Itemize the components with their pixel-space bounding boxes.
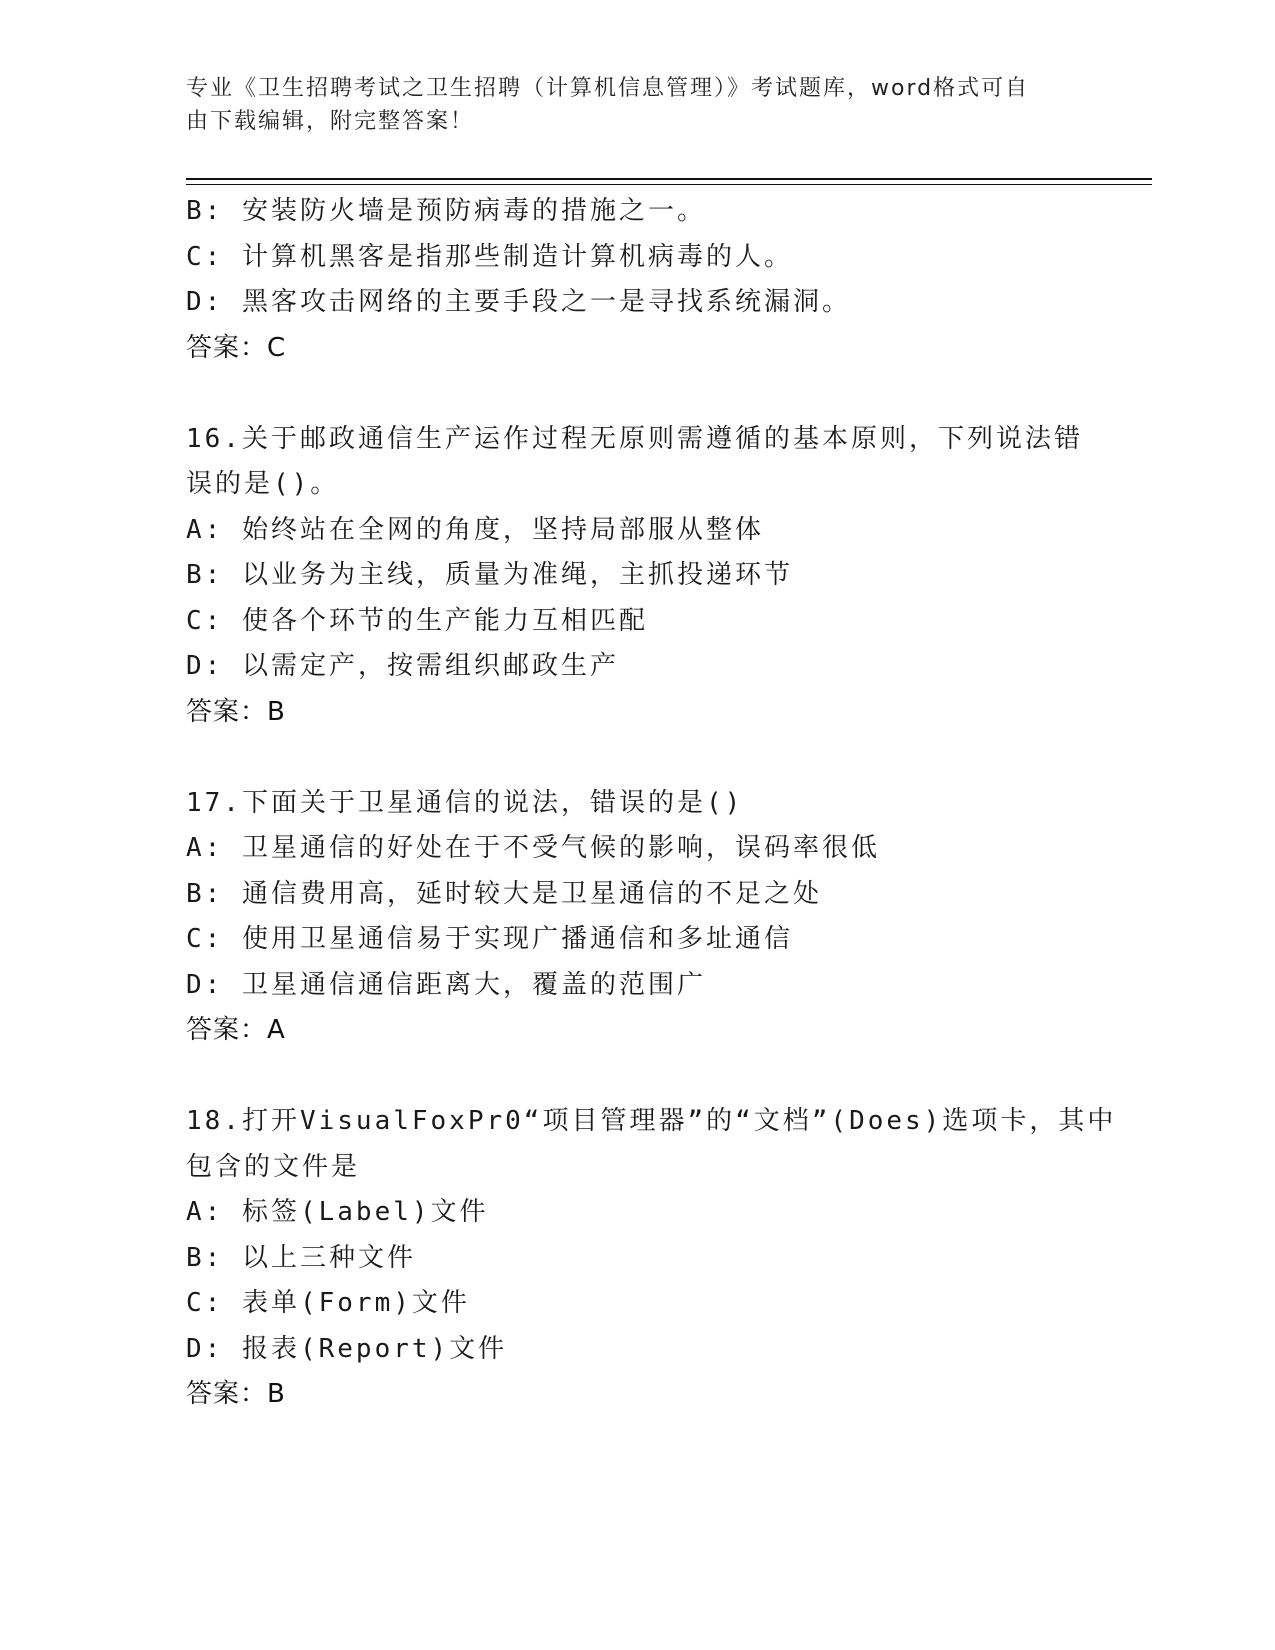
option-c: C: 表单(Form)文件 xyxy=(186,1288,470,1318)
option-b: B: 以上三种文件 xyxy=(186,1242,416,1273)
spacer xyxy=(186,371,1086,417)
answer-line: 答案：B xyxy=(186,1379,286,1409)
question-17 xyxy=(186,781,1086,1054)
option-a: A: 始终站在全网的角度，坚持局部服从整体 xyxy=(186,514,764,545)
question-stem-line-1: 17.下面关于卫星通信的说法，错误的是() xyxy=(186,787,744,818)
question-15 xyxy=(186,189,1086,371)
question-16 xyxy=(186,417,1086,736)
answer-line: 答案：A xyxy=(186,1015,286,1045)
option-b: B: 通信费用高，延时较大是卫星通信的不足之处 xyxy=(186,878,822,909)
option-b: B: 以业务为主线，质量为准绳，主抓投递环节 xyxy=(186,560,793,590)
answer-line: 答案：C xyxy=(186,332,287,363)
header-rule-thin xyxy=(186,184,1152,185)
question-18 xyxy=(186,1099,1117,1418)
header-line-1: 专业《卫生招聘考试之卫生招聘（计算机信息管理）》考试题库，word格式可自 xyxy=(186,76,1030,101)
option-a: A: 卫星通信的好处在于不受气候的影响，误码率很低 xyxy=(186,833,880,863)
document-header xyxy=(186,72,1066,138)
spacer xyxy=(186,1054,1086,1100)
header-rule-thick xyxy=(186,178,1152,180)
spacer xyxy=(186,735,1086,781)
option-c: C: 使各个环节的生产能力互相匹配 xyxy=(186,605,648,636)
header-line-2: 由下载编辑，附完整答案！ xyxy=(186,109,475,134)
option-d: D: 黑客攻击网络的主要手段之一是寻找系统漏洞。 xyxy=(186,287,851,317)
question-list xyxy=(186,189,1117,1418)
option-a: A: 标签(Label)文件 xyxy=(186,1197,489,1227)
question-stem-line-1: 16.关于邮政通信生产运作过程无原则需遵循的基本原则，下列说法错 xyxy=(186,423,1083,454)
option-c: C: 使用卫星通信易于实现广播通信和多址通信 xyxy=(186,924,793,954)
option-d: D: 卫星通信通信距离大，覆盖的范围广 xyxy=(186,969,706,1000)
question-stem-line-2: 误的是()。 xyxy=(186,469,340,499)
question-stem-line-1: 18.打开VisualFoxPr0“项目管理器”的“文档”(Does)选项卡，其中 xyxy=(186,1106,1117,1136)
option-c: C: 计算机黑客是指那些制造计算机病毒的人。 xyxy=(186,241,793,272)
option-d: D: 报表(Report)文件 xyxy=(186,1333,508,1364)
answer-line: 答案：B xyxy=(186,696,286,727)
question-stem-line-2: 包含的文件是 xyxy=(186,1151,361,1182)
option-d: D: 以需定产，按需组织邮政生产 xyxy=(186,651,619,681)
option-b: B: 安装防火墙是预防病毒的措施之一。 xyxy=(186,196,706,226)
